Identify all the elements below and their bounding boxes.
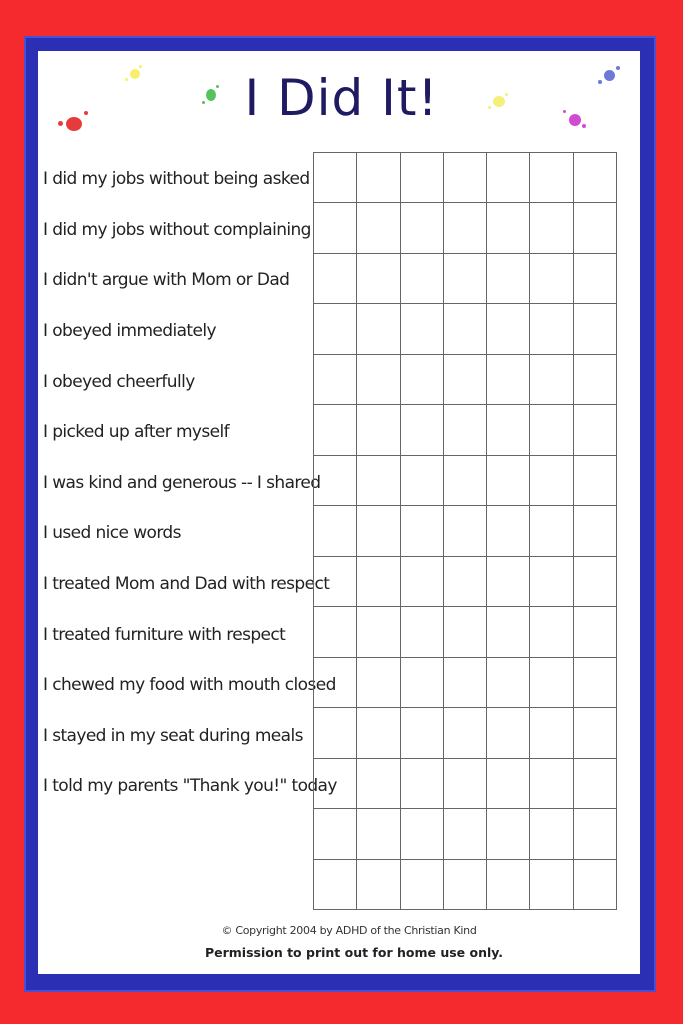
check-cell[interactable]	[530, 708, 573, 758]
permission-notice: Permission to print out for home use only.	[204, 945, 504, 960]
check-cell[interactable]	[574, 708, 617, 758]
check-cell[interactable]	[487, 456, 530, 506]
task-label: I used nice words	[43, 523, 181, 544]
check-cell[interactable]	[487, 304, 530, 354]
check-cell[interactable]	[401, 254, 444, 304]
check-cell[interactable]	[444, 405, 487, 455]
check-cell[interactable]	[314, 254, 357, 304]
check-cell[interactable]	[574, 809, 617, 859]
check-cell[interactable]	[401, 405, 444, 455]
check-cell[interactable]	[444, 860, 487, 910]
check-cell[interactable]	[574, 254, 617, 304]
task-label: I picked up after myself	[43, 422, 230, 443]
check-cell[interactable]	[357, 860, 400, 910]
check-cell[interactable]	[314, 304, 357, 354]
check-cell[interactable]	[357, 153, 400, 203]
check-cell[interactable]	[357, 708, 400, 758]
check-cell[interactable]	[530, 809, 573, 859]
chart-title: I Did It!	[244, 69, 439, 127]
check-cell[interactable]	[487, 557, 530, 607]
check-cell[interactable]	[401, 456, 444, 506]
check-cell[interactable]	[530, 456, 573, 506]
check-cell[interactable]	[444, 203, 487, 253]
check-cell[interactable]	[401, 759, 444, 809]
check-cell[interactable]	[357, 304, 400, 354]
task-list	[43, 154, 337, 812]
check-cell[interactable]	[487, 203, 530, 253]
check-cell[interactable]	[357, 355, 400, 405]
check-cell[interactable]	[530, 557, 573, 607]
task-label: I told my parents "Thank you!" today	[43, 776, 337, 797]
check-cell[interactable]	[530, 254, 573, 304]
check-cell[interactable]	[574, 658, 617, 708]
check-cell[interactable]	[487, 860, 530, 910]
check-cell[interactable]	[530, 405, 573, 455]
check-cell[interactable]	[530, 304, 573, 354]
check-cell[interactable]	[444, 607, 487, 657]
check-cell[interactable]	[444, 557, 487, 607]
check-cell[interactable]	[314, 405, 357, 455]
check-cell[interactable]	[444, 506, 487, 556]
check-cell[interactable]	[574, 607, 617, 657]
check-cell[interactable]	[487, 254, 530, 304]
check-cell[interactable]	[314, 203, 357, 253]
check-cell[interactable]	[530, 759, 573, 809]
check-cell[interactable]	[314, 557, 357, 607]
check-cell[interactable]	[487, 506, 530, 556]
check-cell[interactable]	[530, 153, 573, 203]
check-cell[interactable]	[314, 708, 357, 758]
check-cell[interactable]	[574, 153, 617, 203]
check-cell[interactable]	[444, 708, 487, 758]
check-cell[interactable]	[530, 658, 573, 708]
check-cell[interactable]	[574, 456, 617, 506]
check-cell[interactable]	[401, 506, 444, 556]
check-cell[interactable]	[314, 506, 357, 556]
check-cell[interactable]	[401, 203, 444, 253]
task-label: I didn't argue with Mom or Dad	[43, 270, 290, 291]
check-cell[interactable]	[574, 759, 617, 809]
task-label: I obeyed cheerfully	[43, 371, 195, 392]
check-cell[interactable]	[357, 557, 400, 607]
check-cell[interactable]	[314, 658, 357, 708]
check-cell[interactable]	[487, 355, 530, 405]
check-cell[interactable]	[487, 809, 530, 859]
copyright-notice: © Copyright 2004 by ADHD of the Christian Kind	[221, 924, 477, 937]
check-cell[interactable]	[530, 203, 573, 253]
check-cell[interactable]	[357, 405, 400, 455]
check-cell[interactable]	[314, 456, 357, 506]
check-cell[interactable]	[530, 607, 573, 657]
check-cell[interactable]	[314, 860, 357, 910]
check-cell[interactable]	[487, 405, 530, 455]
task-label: I did my jobs without being asked	[43, 169, 310, 190]
check-cell[interactable]	[444, 658, 487, 708]
check-cell[interactable]	[530, 355, 573, 405]
check-cell[interactable]	[487, 708, 530, 758]
check-cell[interactable]	[444, 809, 487, 859]
task-label: I chewed my food with mouth closed	[43, 675, 336, 696]
check-cell[interactable]	[444, 759, 487, 809]
check-cell[interactable]	[401, 860, 444, 910]
check-cell[interactable]	[314, 759, 357, 809]
check-cell[interactable]	[401, 557, 444, 607]
check-cell[interactable]	[401, 304, 444, 354]
check-cell[interactable]	[357, 607, 400, 657]
check-cell[interactable]	[314, 809, 357, 859]
check-cell[interactable]	[574, 304, 617, 354]
check-cell[interactable]	[314, 153, 357, 203]
check-cell[interactable]	[357, 254, 400, 304]
check-cell[interactable]	[357, 759, 400, 809]
check-cell[interactable]	[357, 506, 400, 556]
check-cell[interactable]	[487, 759, 530, 809]
task-label: I obeyed immediately	[43, 321, 216, 342]
check-cell[interactable]	[574, 860, 617, 910]
check-cell[interactable]	[401, 658, 444, 708]
check-cell[interactable]	[401, 809, 444, 859]
check-cell[interactable]	[530, 860, 573, 910]
task-label: I treated Mom and Dad with respect	[43, 574, 330, 595]
check-cell[interactable]	[357, 658, 400, 708]
check-cell[interactable]	[314, 607, 357, 657]
checkbox-grid	[313, 152, 617, 910]
check-cell[interactable]	[401, 355, 444, 405]
check-cell[interactable]	[487, 153, 530, 203]
check-cell[interactable]	[314, 355, 357, 405]
check-cell[interactable]	[574, 557, 617, 607]
check-cell[interactable]	[444, 456, 487, 506]
task-label: I treated furniture with respect	[43, 624, 286, 645]
check-cell[interactable]	[444, 304, 487, 354]
task-label: I stayed in my seat during meals	[43, 725, 303, 746]
check-cell[interactable]	[487, 658, 530, 708]
check-cell[interactable]	[357, 203, 400, 253]
check-cell[interactable]	[574, 203, 617, 253]
check-cell[interactable]	[487, 607, 530, 657]
check-cell[interactable]	[530, 506, 573, 556]
check-cell[interactable]	[574, 506, 617, 556]
check-cell[interactable]	[401, 708, 444, 758]
check-cell[interactable]	[444, 153, 487, 203]
check-cell[interactable]	[357, 456, 400, 506]
check-cell[interactable]	[444, 254, 487, 304]
check-cell[interactable]	[401, 153, 444, 203]
check-cell[interactable]	[574, 355, 617, 405]
check-cell[interactable]	[357, 809, 400, 859]
check-cell[interactable]	[401, 607, 444, 657]
task-label: I was kind and generous -- I shared	[43, 472, 321, 493]
check-cell[interactable]	[444, 355, 487, 405]
check-cell[interactable]	[574, 405, 617, 455]
task-label: I did my jobs without complaining	[43, 219, 311, 240]
